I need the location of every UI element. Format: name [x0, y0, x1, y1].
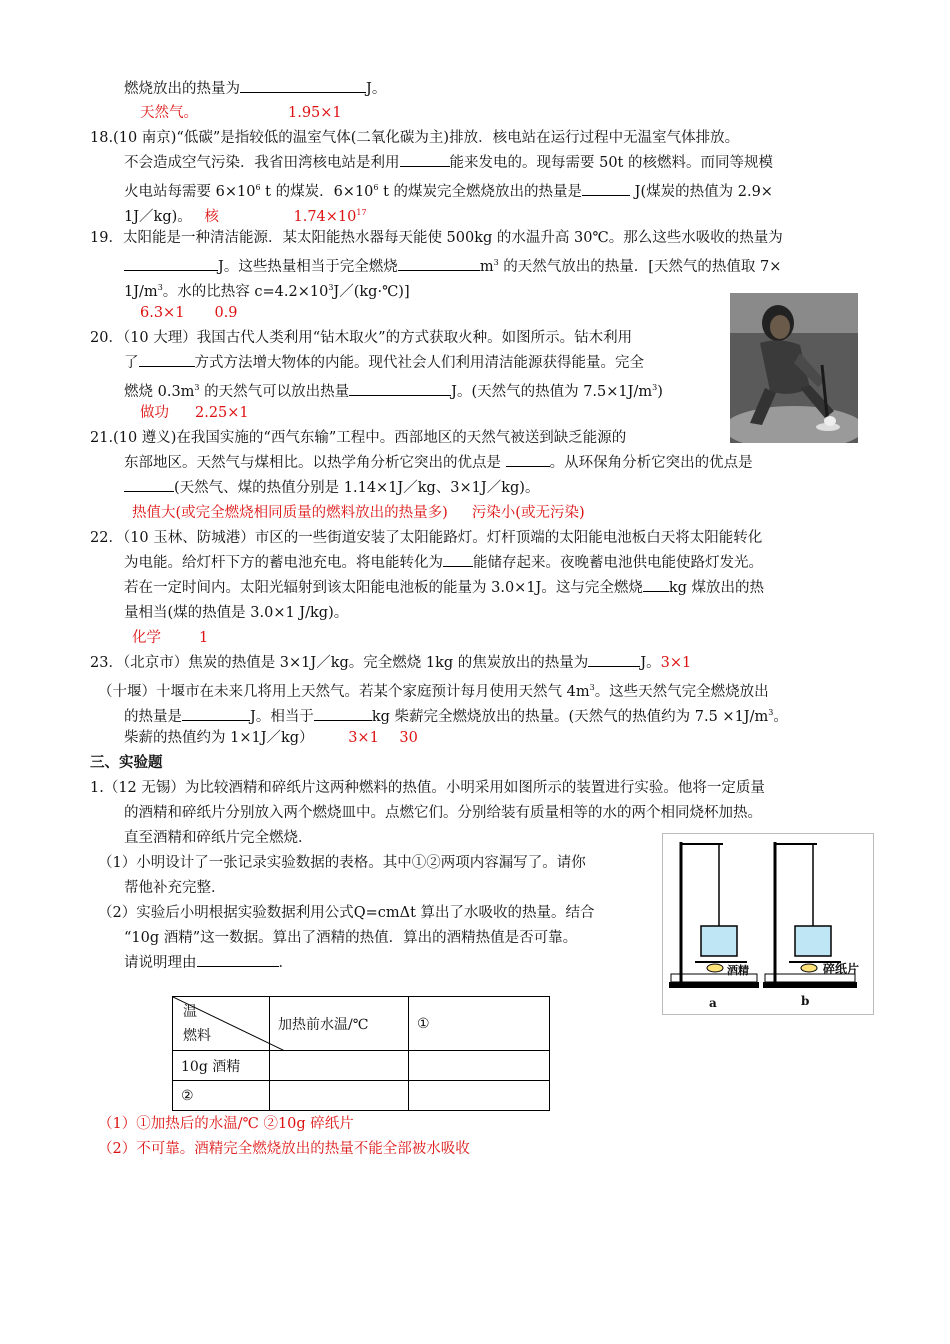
q22-line4: 量相当(煤的热值是 3.0×1 J/kg)。 — [124, 605, 349, 621]
q21-line2: 东部地区。天然气与煤相比。以热学角分析它突出的优点是 。从环保角分析它突出的优点是 — [124, 452, 753, 474]
q23-line3: 的热量是 J。相当于 kg 柴薪完全燃烧放出的热量。(天然气的热值约为 $7.5 \times 1J/m^3$。 — [124, 708, 788, 725]
q23-line2: （十堰）十堰市在未来几将用上天然气。若某个家庭预计每月使用天然气 $4m^3$。这些天然气完全燃烧放出 — [98, 683, 769, 700]
q18-line3: 火电站每需要 $6\times 10^6$ t 的煤炭．$6\times 10^6$ t 的煤炭完全燃烧放出的热量是 J(煤炭的热值为 2.9× — [124, 183, 773, 200]
table-header: 加热前水温/℃ — [270, 997, 409, 1051]
q23-line4: 柴薪的热值约为 1×1J／kg） 3×1 30 — [124, 730, 418, 746]
beaker-apparatus-icon — [663, 834, 873, 1014]
answer-blank — [506, 452, 550, 467]
table-corner-cell: 温 燃料 — [173, 997, 270, 1051]
q22-answer: 化学 1 — [132, 630, 209, 646]
table-cell — [409, 1081, 550, 1111]
table-row-label: 10g 酒精 — [173, 1051, 270, 1081]
answer-blank — [124, 477, 174, 492]
q21-answer: 热值大(或完全燃烧相同质量的燃料放出的热量多) 污染小(或无污染) — [132, 505, 585, 521]
answer-blank — [139, 352, 195, 367]
answer-blank — [582, 181, 630, 196]
q18-line2: 不会造成空气污染．我省田湾核电站是利用 能来发电的。现每需要 50t 的核燃料。而同等规模 — [124, 152, 773, 174]
table-cell — [409, 1051, 550, 1081]
answer-blank — [588, 652, 640, 667]
label-b: b — [801, 994, 810, 1008]
q19-line2: J。这些热量相当于完全燃烧 $m^3$ 的天然气放出的热量．[天然气的热值取 7× — [124, 252, 781, 278]
exp1-part1a: （1）小明设计了一张记录实验数据的表格。其中①②两项内容漏写了。请你 — [98, 855, 586, 871]
exp1-part2b: “10g 酒精”这一数据。算出了酒精的热值．算出的酒精热值是否可靠。 — [124, 930, 578, 946]
q19-line1: 19．太阳能是一种清洁能源．某太阳能热水器每天能使 500kg 的水温升高 30℃。那么这些水吸收的热量为 — [90, 230, 783, 246]
exp1-line2: 的酒精和碎纸片分别放入两个燃烧皿中。点燃它们。分别给装有质量相等的水的两个相同烧杯加热。 — [124, 805, 762, 821]
q18-line4: 1J／kg)。 核 $1.74\times 10^{17}$ — [124, 208, 367, 225]
q21-line1: 21.(10 遵义)在我国实施的“西气东输”工程中。西部地区的天然气被送到缺乏能源的 — [90, 430, 627, 446]
exp1-line3: 直至酒精和碎纸片完全燃烧． — [124, 830, 313, 846]
fire-drilling-image — [730, 293, 858, 443]
apparatus-figure — [662, 833, 874, 1015]
answer-blank — [400, 152, 450, 167]
q20-line1: 20．（10 大理）我国古代人类利用“钻木取火”的方式获取火种。如图所示。钻木利用 — [90, 330, 633, 346]
answer-blank — [197, 952, 279, 967]
answer-blank — [398, 256, 480, 271]
q22-line3: 若在一定时间内。太阳光辐射到该太阳能电池板的能量为 3.0×1J。这与完全燃烧 kg 煤放出的热 — [124, 577, 764, 599]
q20-line3: 燃烧 $0.3m^3$ 的天然气可以放出热量 J。(天然气的热值为 $7.5\times 1J/m^3$) — [124, 383, 663, 400]
q19-line3: $1J/m^3$。水的比热容 $c=4.2\times 10^3J/(kg\cdot℃)$] — [124, 283, 410, 300]
q23-line1: 23．（北京市）焦炭的热值是 3×1J／kg。完全燃烧 1kg 的焦炭放出的热量为 J。3×1 — [90, 652, 691, 674]
answer-blank — [124, 256, 218, 271]
answer-blank — [182, 706, 250, 721]
record-table — [172, 996, 550, 1111]
q19-answer: 6.3×1 0.9 — [140, 305, 238, 321]
q17-line: 燃烧放出的热量为 J。 — [124, 78, 386, 100]
exp1-part1b: 帮他补充完整． — [124, 880, 226, 896]
exp1-answer1: （1）①加热后的水温/℃ ②10g 碎纸片 — [98, 1116, 354, 1132]
q20-line2: 了 方式方法增大物体的内能。现代社会人们利用清洁能源获得能量。完全 — [124, 352, 644, 374]
caveman-drilling-icon — [730, 293, 858, 443]
table-cell — [270, 1081, 409, 1111]
q20-answer: 做功 2.25×1 — [140, 405, 249, 421]
label-a: a — [709, 996, 717, 1010]
exp1-answer2: （2）不可靠。酒精完全燃烧放出的热量不能全部被水吸收 — [98, 1141, 470, 1157]
answer-blank — [240, 78, 366, 93]
exp1-part2a: （2）实验后小明根据实验数据利用公式Q=cmΔt 算出了水吸收的热量。结合 — [98, 905, 595, 921]
answer-blank — [643, 577, 669, 592]
label-alcohol: 酒精 — [727, 964, 749, 977]
label-paper: 碎纸片 — [823, 962, 860, 976]
exp1-part2c: 请说明理由 ． — [124, 952, 293, 974]
exp1-line1: 1.（12 无锡）为比较酒精和碎纸片这两种燃料的热值。小明采用如图所示的装置进行实验。他将一定质量 — [90, 780, 765, 796]
section-heading: 三、实验题 — [90, 754, 163, 771]
table-row-label: ② — [173, 1081, 270, 1111]
q17-answer: 天然气。 1.95×1 — [140, 105, 342, 121]
q21-line3: (天然气、煤的热值分别是 1.14×1J／kg、3×1J／kg)。 — [124, 477, 539, 499]
answer-blank — [314, 706, 372, 721]
answer-blank — [443, 552, 473, 567]
q22-line1: 22．（10 玉林、防城港）市区的一些街道安装了太阳能路灯。灯杆顶端的太阳能电池板白天将太阳能转化 — [90, 530, 763, 546]
q22-line2: 为电能。给灯杆下方的蓄电池充电。将电能转化为 能储存起来。夜晚蓄电池供电能使路灯发光。 — [124, 552, 763, 574]
q18-line1: 18.(10 南京)“低碳”是指较低的温室气体(二氧化碳为主)排放．核电站在运行过程中无温室气体排放。 — [90, 130, 740, 146]
answer-blank — [349, 381, 451, 396]
table-cell — [270, 1051, 409, 1081]
table-header: ① — [409, 997, 550, 1051]
